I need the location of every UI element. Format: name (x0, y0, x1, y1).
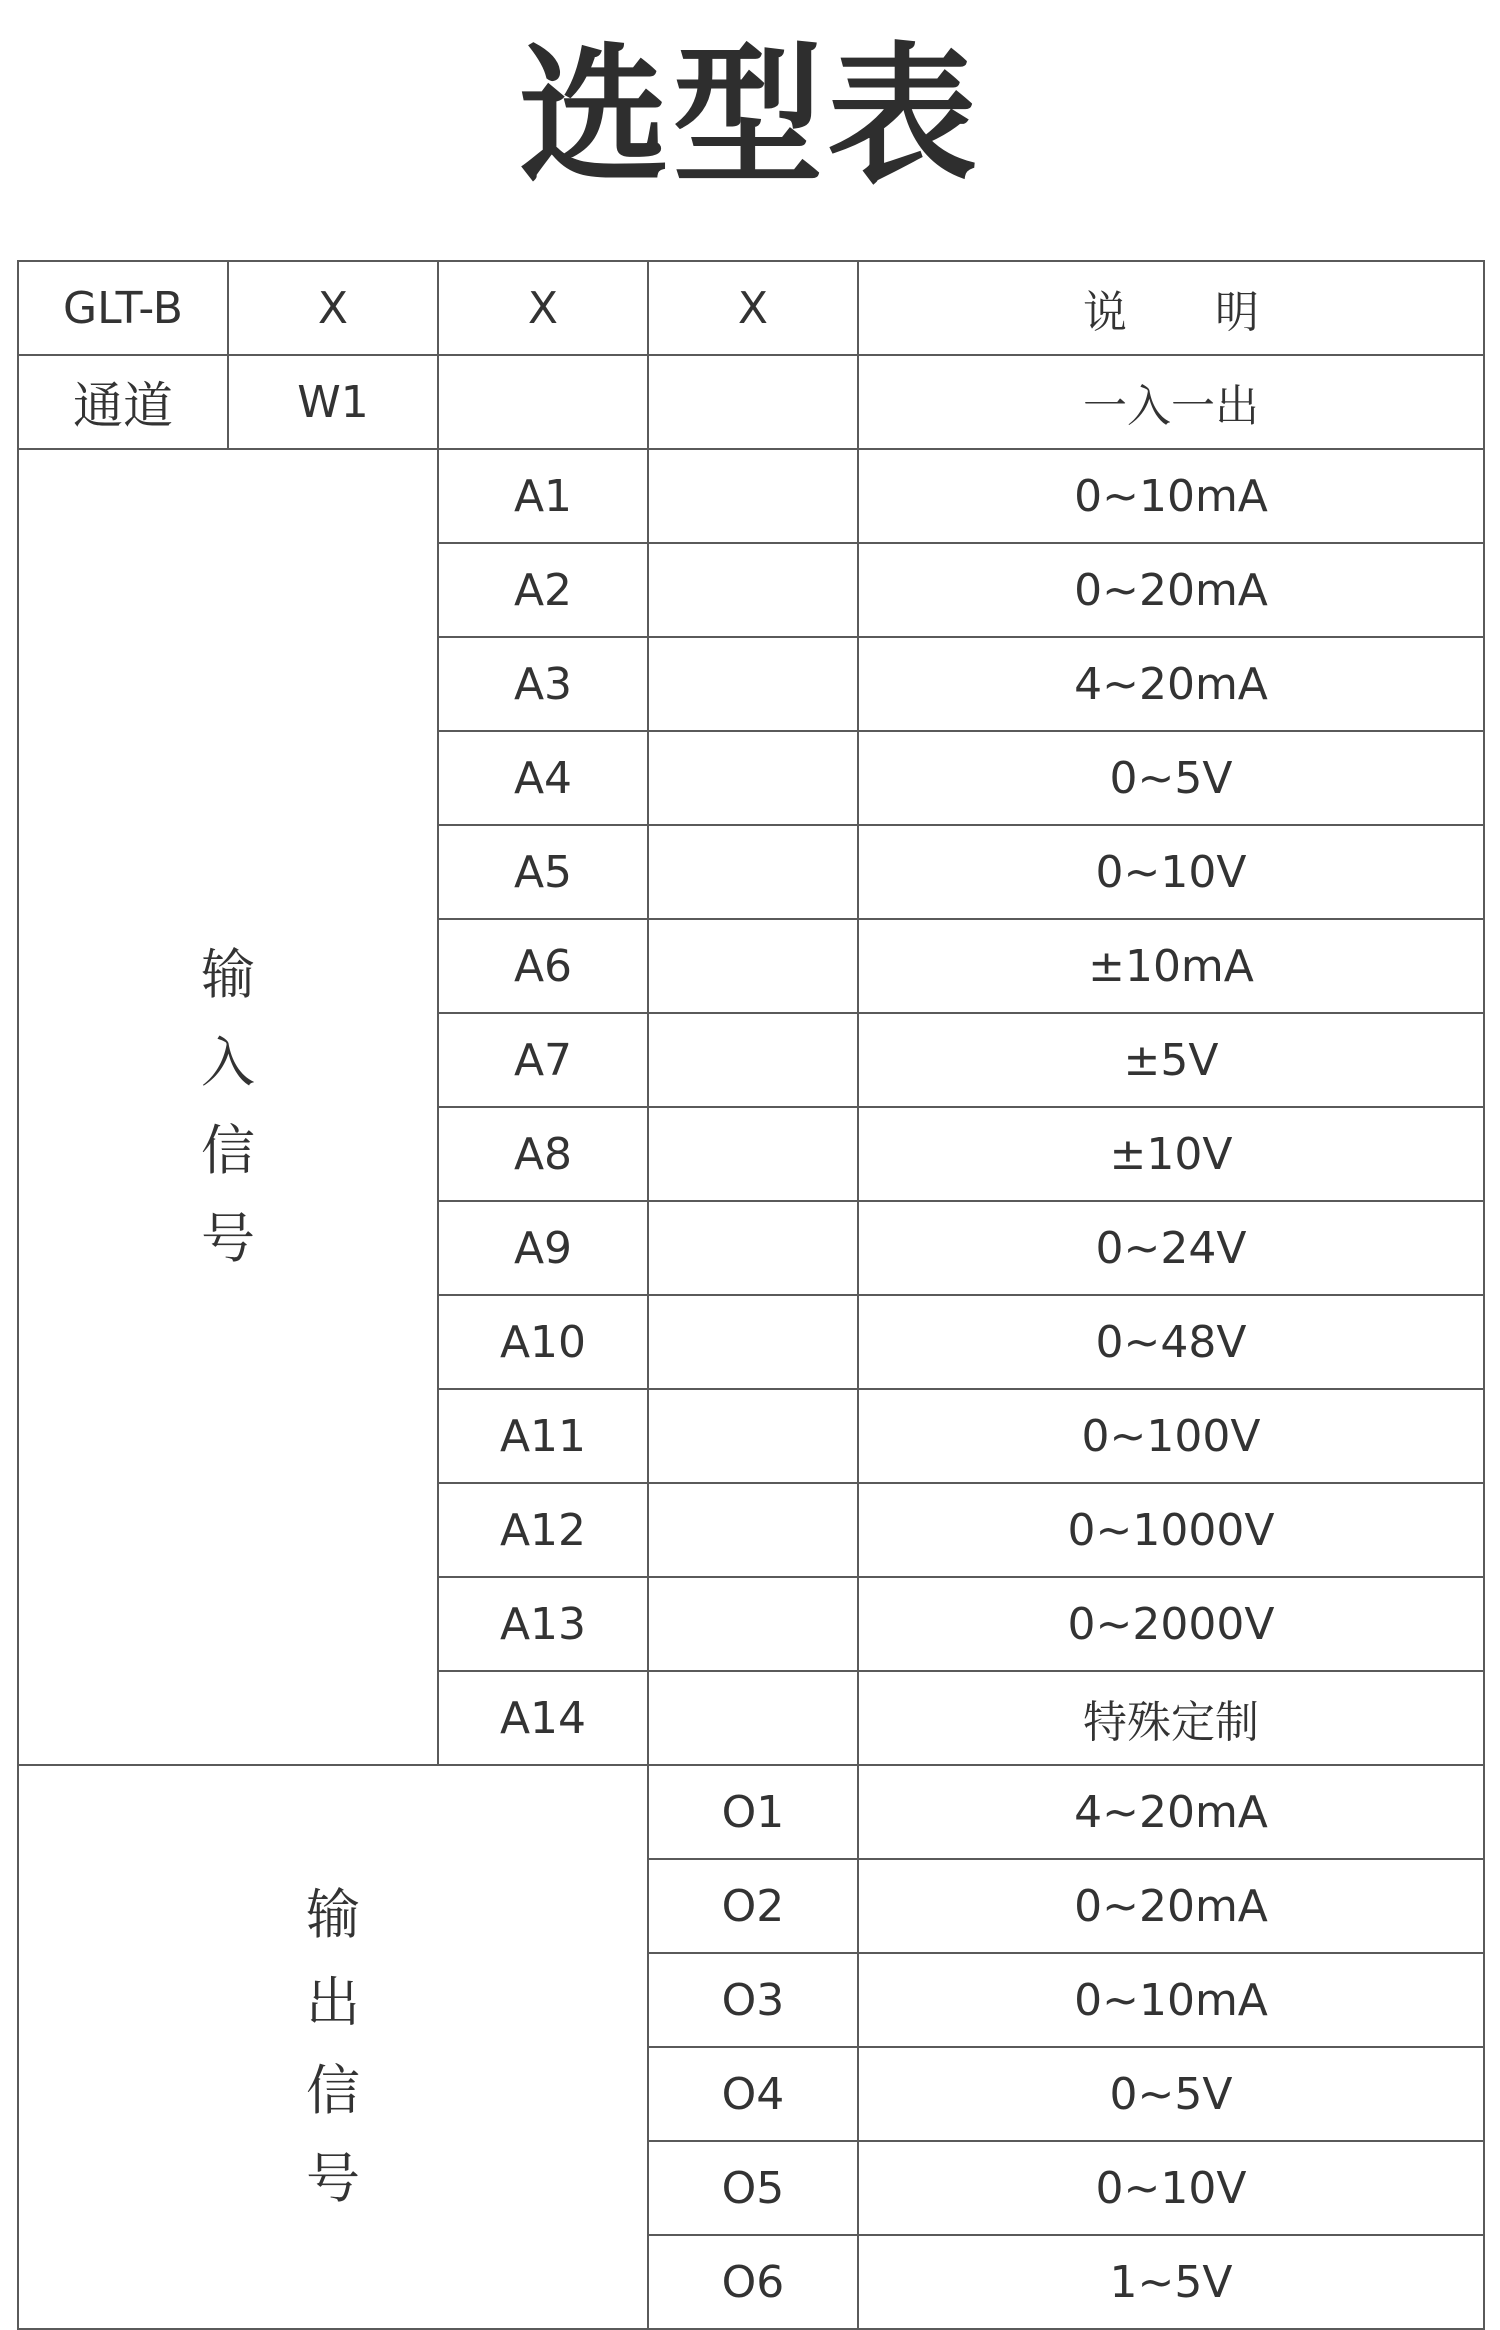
channel-code-cell: W1 (228, 355, 438, 449)
empty-cell (648, 543, 858, 637)
output-desc-cell: 0~10mA (858, 1953, 1484, 2047)
label-char: 输 (306, 1883, 360, 1946)
input-desc-cell: 特殊定制 (858, 1671, 1484, 1765)
empty-cell (648, 1201, 858, 1295)
input-code-cell: A5 (438, 825, 648, 919)
header-x-cell: X (438, 261, 648, 355)
header-x-cell: X (648, 261, 858, 355)
description-header-cell: 说 明 (858, 261, 1484, 355)
input-code-cell: A7 (438, 1013, 648, 1107)
output-desc-cell: 0~10V (858, 2141, 1484, 2235)
input-desc-cell: 0~48V (858, 1295, 1484, 1389)
empty-cell (648, 1295, 858, 1389)
input-code-cell: A4 (438, 731, 648, 825)
output-desc-cell: 1~5V (858, 2235, 1484, 2329)
input-desc-cell: 0~2000V (858, 1577, 1484, 1671)
output-code-cell: O5 (648, 2141, 858, 2235)
empty-cell (648, 731, 858, 825)
input-code-cell: A3 (438, 637, 648, 731)
output-desc-cell: 0~20mA (858, 1859, 1484, 1953)
input-desc-cell: 4~20mA (858, 637, 1484, 731)
empty-cell (648, 919, 858, 1013)
input-code-cell: A13 (438, 1577, 648, 1671)
label-char: 号 (306, 2147, 360, 2210)
input-desc-cell: 0~20mA (858, 543, 1484, 637)
empty-cell (648, 1013, 858, 1107)
empty-cell (438, 355, 648, 449)
empty-cell (648, 355, 858, 449)
page-title: 选型表 (518, 30, 981, 204)
label-char: 入 (201, 1031, 255, 1094)
empty-cell (648, 1483, 858, 1577)
input-desc-cell: 0~5V (858, 731, 1484, 825)
label-char: 号 (201, 1207, 255, 1270)
output-code-cell: O6 (648, 2235, 858, 2329)
output-code-cell: O1 (648, 1765, 858, 1859)
input-code-cell: A14 (438, 1671, 648, 1765)
empty-cell (648, 1577, 858, 1671)
input-code-cell: A11 (438, 1389, 648, 1483)
channel-label-cell: 通道 (18, 355, 228, 449)
header-x-cell: X (228, 261, 438, 355)
channel-desc-cell: 一入一出 (858, 355, 1484, 449)
input-desc-cell: 0~10mA (858, 449, 1484, 543)
output-desc-cell: 0~5V (858, 2047, 1484, 2141)
input-desc-cell: 0~100V (858, 1389, 1484, 1483)
empty-cell (648, 449, 858, 543)
input-desc-cell: 0~24V (858, 1201, 1484, 1295)
empty-cell (648, 1671, 858, 1765)
selection-table (17, 260, 1485, 2330)
output-signal-label-cell (18, 1765, 648, 2329)
header-row (18, 261, 1484, 355)
channel-row (18, 355, 1484, 449)
label-char: 信 (201, 1119, 255, 1182)
output-desc-cell: 4~20mA (858, 1765, 1484, 1859)
input-code-cell: A1 (438, 449, 648, 543)
output-code-cell: O4 (648, 2047, 858, 2141)
output-code-cell: O3 (648, 1953, 858, 2047)
input-row (18, 449, 1484, 543)
empty-cell (648, 1107, 858, 1201)
input-code-cell: A8 (438, 1107, 648, 1201)
label-char: 输 (201, 943, 255, 1006)
input-desc-cell: ±10mA (858, 919, 1484, 1013)
input-desc-cell: 0~1000V (858, 1483, 1484, 1577)
input-code-cell: A6 (438, 919, 648, 1013)
input-desc-cell: ±10V (858, 1107, 1484, 1201)
empty-cell (648, 637, 858, 731)
label-char: 出 (306, 1971, 360, 2034)
label-char: 信 (306, 2059, 360, 2122)
empty-cell (648, 1389, 858, 1483)
input-signal-label-cell (18, 449, 438, 1765)
input-code-cell: A10 (438, 1295, 648, 1389)
empty-cell (648, 825, 858, 919)
output-code-cell: O2 (648, 1859, 858, 1953)
input-desc-cell: ±5V (858, 1013, 1484, 1107)
input-code-cell: A12 (438, 1483, 648, 1577)
model-cell: GLT-B (18, 261, 228, 355)
input-code-cell: A9 (438, 1201, 648, 1295)
output-row (18, 1765, 1484, 1859)
input-desc-cell: 0~10V (858, 825, 1484, 919)
input-code-cell: A2 (438, 543, 648, 637)
